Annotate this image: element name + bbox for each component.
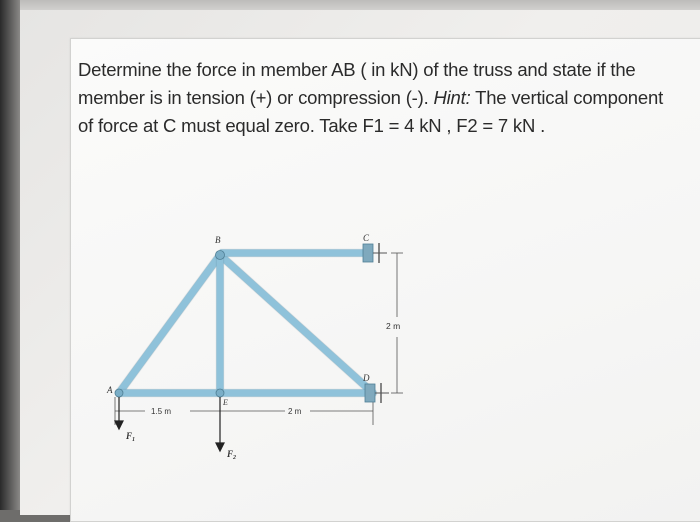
dimension-dc: 2 m xyxy=(386,321,401,331)
truss-members xyxy=(117,253,373,393)
member-ab xyxy=(119,255,220,393)
problem-intro: Determine the force in member AB ( in kN) of the truss and state if the member is in tension (+) or compression (-). xyxy=(78,59,636,108)
load-label-f2 xyxy=(226,449,236,461)
hint-text: The vertical component of force at C must equal zero. Take F1 = 4 kN , F2 = 7 kN . xyxy=(78,87,664,136)
dimension-ae: 1.5 m xyxy=(151,407,172,416)
node-label-d: D xyxy=(363,373,370,383)
support-c xyxy=(363,243,387,263)
support-d xyxy=(365,383,389,403)
load-f1-symbol: F xyxy=(126,431,133,441)
node-label-b: B xyxy=(215,235,221,245)
problem-statement xyxy=(78,56,678,140)
member-bd xyxy=(220,255,373,393)
node-label-c: C xyxy=(363,233,370,243)
truss-diagram xyxy=(105,225,415,470)
node-label-a: A xyxy=(107,385,113,395)
node-label-e: E xyxy=(223,398,228,407)
load-f1-subscript: 1 xyxy=(132,437,136,443)
load-f2-arrowhead xyxy=(216,443,224,451)
load-f1-arrowhead xyxy=(115,421,123,429)
dimension-ed: 2 m xyxy=(288,407,302,416)
load-f2-subscript: 2 xyxy=(233,455,237,461)
joint-e xyxy=(216,389,224,397)
joint-b xyxy=(216,251,225,260)
load-f2-symbol: F xyxy=(227,449,234,459)
truss-figure xyxy=(105,225,415,470)
joint-a xyxy=(115,389,123,397)
hint-label: Hint: xyxy=(433,87,471,108)
screen-edge-left xyxy=(0,0,20,510)
load-label-f1 xyxy=(125,431,135,443)
